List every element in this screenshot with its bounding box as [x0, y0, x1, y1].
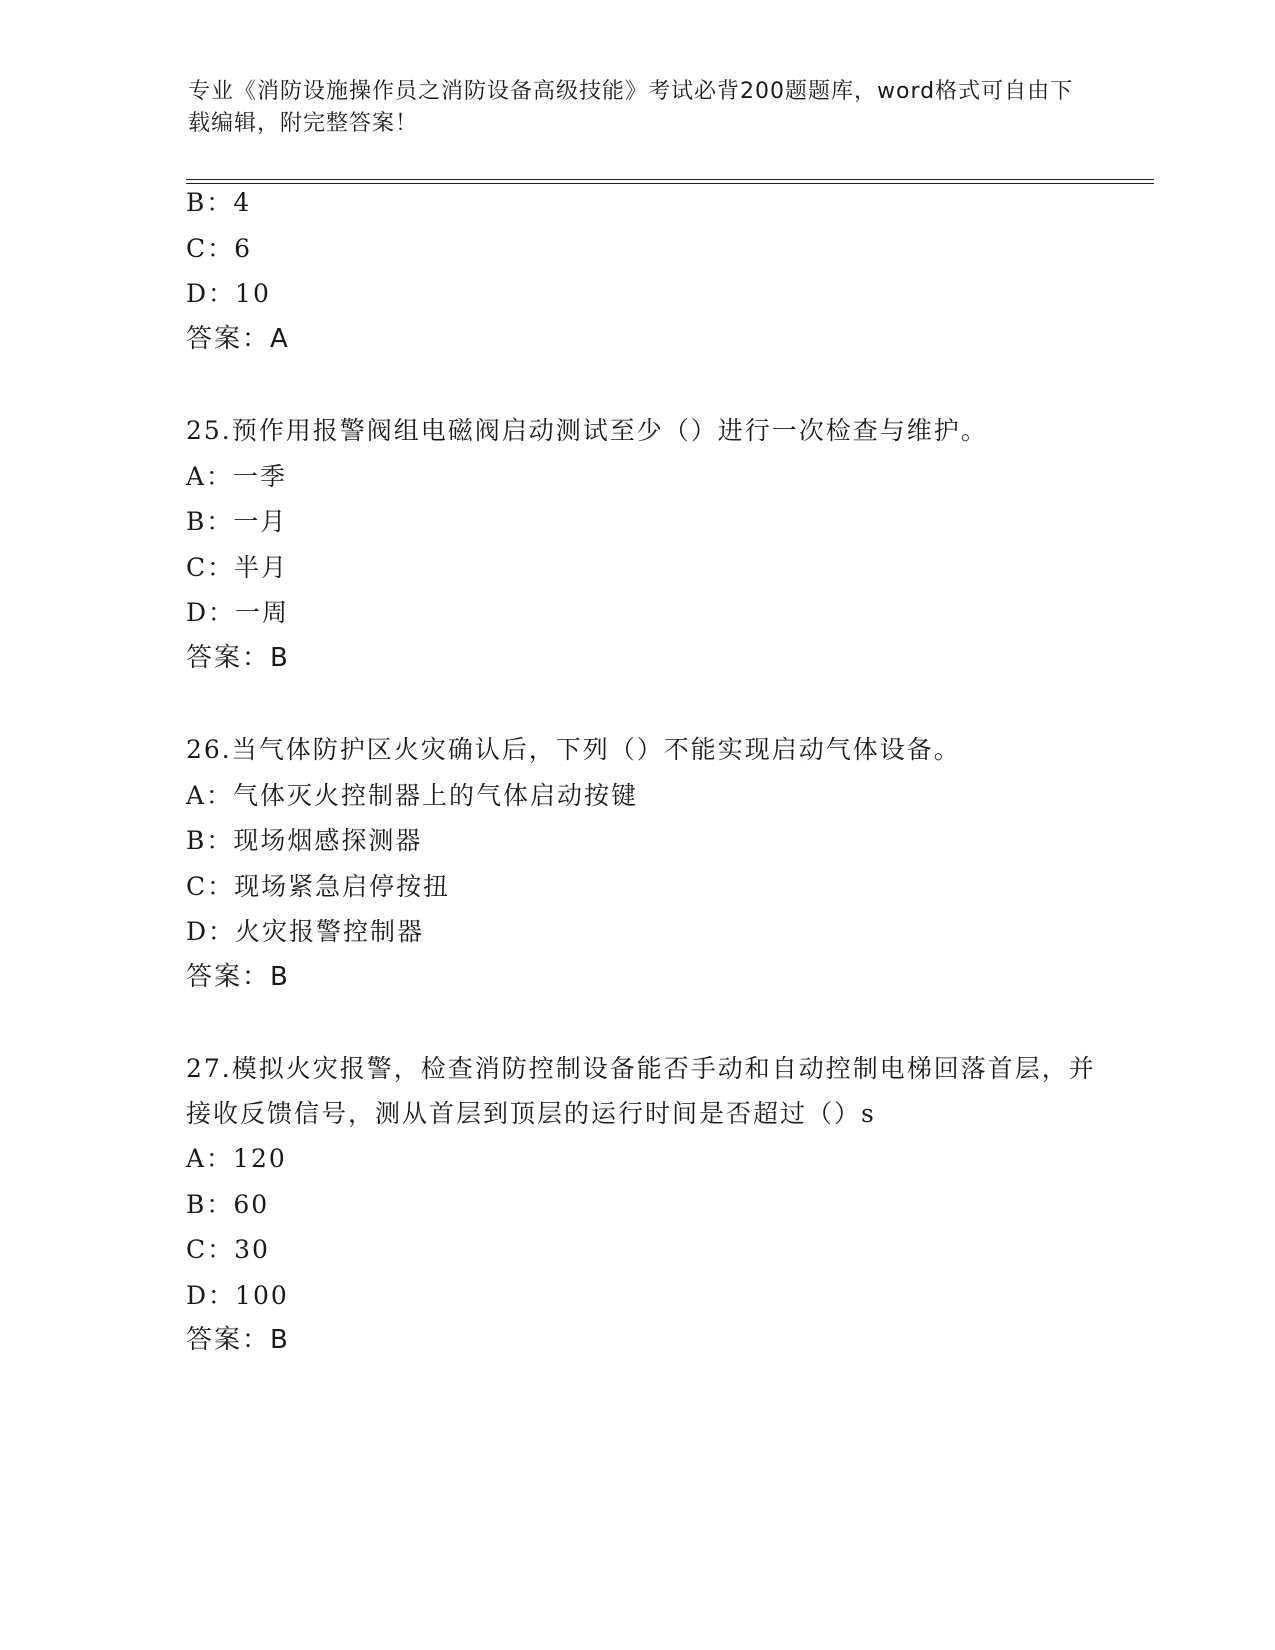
question-stem: 26.当气体防护区火灾确认后，下列（）不能实现启动气体设备。 [186, 735, 961, 764]
option-d: D：一周 [186, 598, 290, 627]
option-b: B：60 [186, 1189, 270, 1219]
header-title: 专业《消防设施操作员之消防设备高级技能》考试必背200题题库，word格式可自由下载编辑，附完整答案！ [188, 79, 1074, 136]
option-d: D：100 [186, 1280, 289, 1310]
option-d: D：10 [186, 279, 271, 308]
option-b: B：现场烟感探测器 [186, 826, 423, 855]
question-27 [186, 1046, 1106, 1364]
option-d: D：火灾报警控制器 [186, 917, 425, 946]
answer: 答案：B [186, 642, 290, 673]
option-c: C：6 [186, 233, 253, 263]
question-stem: 27.模拟火灾报警，检查消防控制设备能否手动和自动控制电梯回落首层，并接收反馈信号，测从首层到顶层的运行时间是否超过（）s [186, 1054, 1096, 1128]
question-stem: 25.预作用报警阀组电磁阀启动测试至少（）进行一次检查与维护。 [186, 416, 988, 445]
answer: 答案：B [186, 961, 290, 992]
option-a: A：一季 [186, 461, 288, 491]
option-c: C：半月 [186, 552, 289, 582]
option-b: B：一月 [186, 507, 288, 536]
question-list [186, 180, 1106, 1364]
option-a: A：气体灭火控制器上的气体启动按键 [186, 780, 639, 810]
question-24-tail [186, 180, 1106, 362]
answer: 答案：B [186, 1325, 290, 1355]
page-header [188, 76, 1088, 140]
option-c: C：30 [186, 1235, 270, 1264]
option-c: C：现场紧急启停按扭 [186, 871, 451, 901]
option-a: A：120 [186, 1144, 287, 1173]
option-b: B：4 [186, 188, 252, 217]
question-26 [186, 727, 1106, 1000]
question-25 [186, 408, 1106, 681]
answer: 答案：A [186, 323, 290, 354]
